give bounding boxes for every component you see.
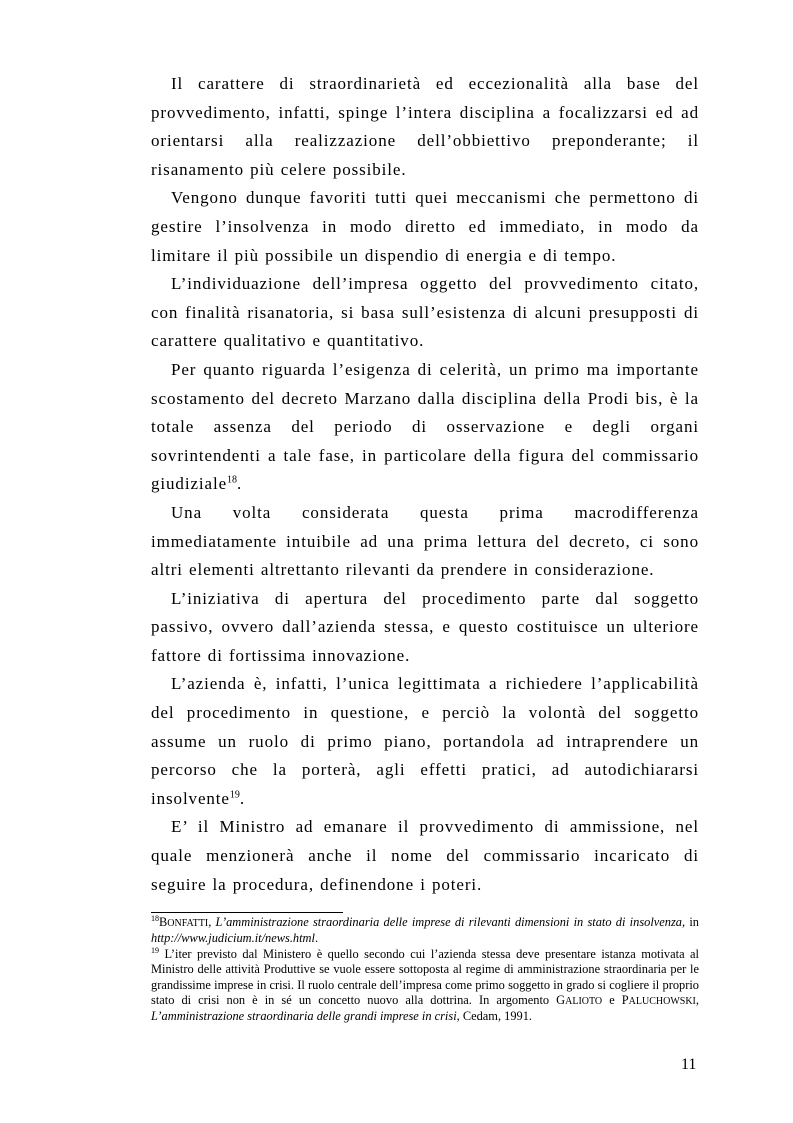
paragraph: Una volta considerata questa prima macrodifferenza immediatamente intuibile ad una prima lettura del decreto, ci sono altri elementi altrettanto rilevanti da prendere in considerazione. <box>151 502 699 580</box>
paragraph <box>151 670 699 813</box>
paragraph-end: . <box>239 788 246 808</box>
paragraph <box>151 356 699 499</box>
paragraph: L’individuazione dell’impresa oggetto del provvedimento citato, con finalità risanatoria, si basa sull’esistenza di alcuni presupposti di carattere qualitativo e quantitativo. <box>151 274 699 351</box>
paragraph-end: . <box>237 474 243 494</box>
footnote-number: 18 <box>151 913 159 923</box>
footnote-text: in <box>685 915 699 929</box>
cited-title: L’amministrazione straordinaria delle imprese di rilevanti dimensioni in stato di insolvenza, <box>215 915 686 929</box>
page-number: 11 <box>681 1056 697 1073</box>
paragraph: L’iniziativa di apertura del procedimento parte dal soggetto passivo, ovvero dall’azienda stessa, e questo costituisce un ulteriore fattore di fortissima innovazione. <box>151 588 699 665</box>
author-initial: P <box>621 993 629 1008</box>
footnote-ref[interactable]: 19 <box>229 789 240 801</box>
footnote-19 <box>151 947 699 1025</box>
footnote-text: e <box>602 993 622 1008</box>
footnote-text: L’iter previsto dal Ministero è quello secondo cui l’azienda stessa deve presentare istanza motivata al Ministro delle attività Produttive se vuole essere sottoposta al regime di amministrazione straordinaria per le grandissime imprese in crisi. Il ruolo centrale dell’impresa come primo soggetto in grado si cogliere il proprio stato di crisi non è in sé un concetto nuovo alla dottrina. In argomento <box>151 946 699 1008</box>
author-rest: ALUCHOWSKI <box>628 996 696 1008</box>
paragraph: E’ il Ministro ad emanare il provvedimento di ammissione, nel quale menzionerà anche il nome del commissario incaricato di seguire la procedura, definendone i poteri. <box>151 817 699 894</box>
body-text <box>151 70 699 899</box>
cited-title: L’amministrazione straordinaria delle grandi imprese in crisi, <box>151 1009 460 1024</box>
footnote-text: . <box>314 931 319 946</box>
paragraph: Il carattere di straordinarietà ed eccezionalità alla base del provvedimento, infatti, spinge l’intera disciplina a focalizzarsi ed ad orientarsi alla realizzazione dell’obbiettivo preponderante; il risanamento più celere possibile. <box>151 74 699 179</box>
footnote-text: , <box>208 915 216 929</box>
footnote-18 <box>151 915 699 947</box>
footnote-separator <box>151 912 343 913</box>
footnote-number: 19 <box>151 945 159 955</box>
footnote-text: Cedam, 1991. <box>459 1009 533 1024</box>
footnote-text: , <box>695 993 699 1008</box>
footnote-ref[interactable]: 18 <box>227 474 238 486</box>
paragraph-text: Per quanto riguarda l’esigenza di celerità, un primo ma importante scostamento del decreto Marzano dalla disciplina della Prodi bis, è la totale assenza del periodo di osservazione e degli organi sovrintendenti a tale fase, in particolare della figura del commissario giudiziale <box>151 359 699 494</box>
paragraph: Vengono dunque favoriti tutti quei meccanismi che permettono di gestire l’insolvenza in modo diretto ed immediato, in modo da limitare il più possibile un dispendio di energia e di tempo. <box>151 188 699 265</box>
author-initial: G <box>556 993 566 1008</box>
author-rest: ALIOTO <box>565 996 603 1008</box>
author-rest: ONFATTI <box>167 918 209 929</box>
paragraph-text: L’azienda è, infatti, l’unica legittimata a richiedere l’applicabilità del procedimento in questione, e perciò la volontà del soggetto assume un ruolo di primo piano, portandola ad intraprendere un percorso che la porterà, agli effetti pratici, ad autodichiararsi insolvente <box>151 674 699 808</box>
cited-url-link[interactable]: http://www.judicium.it/news.html <box>151 931 315 946</box>
author-initial: B <box>159 915 168 929</box>
footnotes <box>151 915 699 1025</box>
